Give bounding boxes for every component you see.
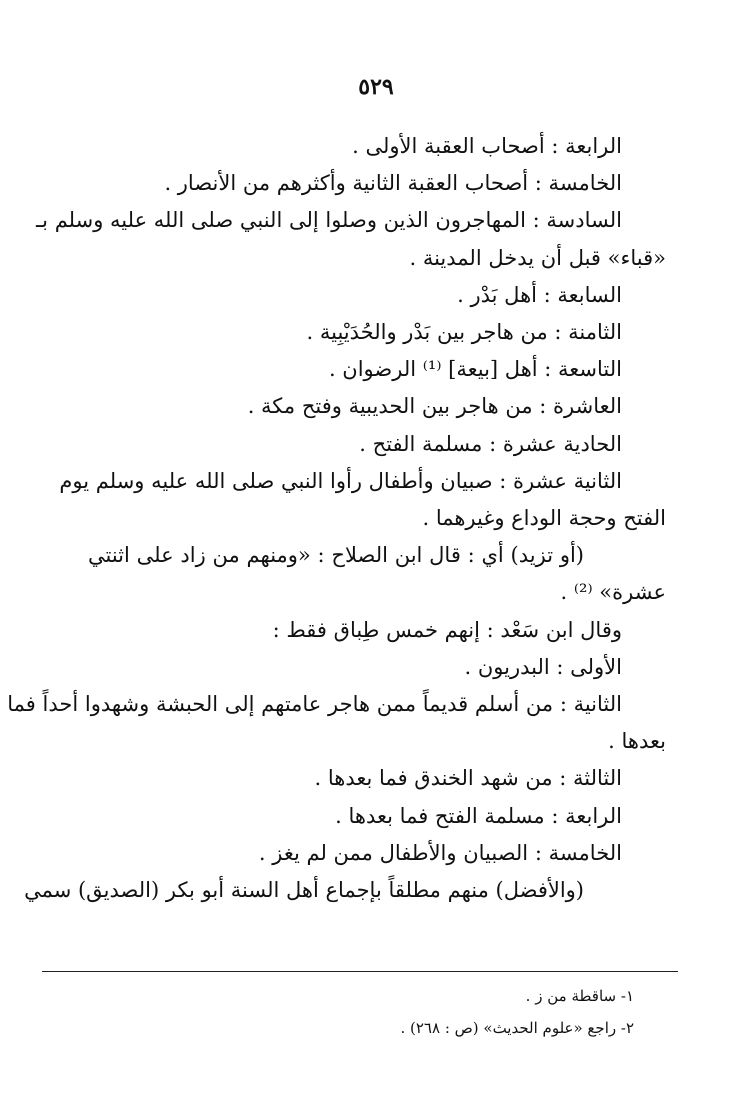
text-line: السابعة : أهل بَدْر .	[457, 282, 622, 307]
text-line: الخامسة : أصحاب العقبة الثانية وأكثرهم من الأنصار .	[164, 171, 622, 196]
text-line: السادسة : المهاجرون الذين وصلوا إلى النبي صلى الله عليه وسلم بـ	[36, 208, 622, 233]
body-text	[7, 128, 666, 909]
text-line: «قباء» قبل أن يدخل المدينة .	[409, 245, 666, 270]
footnote: ١- ساقطة من ز .	[525, 987, 634, 1005]
text-line: التاسعة : أهل [بيعة] ⁽¹⁾ الرضوان .	[328, 357, 622, 382]
text-line: وقال ابن سَعْد : إنهم خمس طِباق فقط :	[272, 617, 622, 642]
text-line: العاشرة : من هاجر بين الحديبية وفتح مكة .	[247, 394, 622, 419]
footnote-divider	[42, 971, 678, 972]
text-line: الخامسة : الصبيان والأطفال ممن لم يغز .	[258, 840, 622, 865]
text-line: الثانية عشرة : صبيان وأطفال رأوا النبي صلى الله عليه وسلم يوم	[59, 468, 622, 493]
text-line: الفتح وحجة الوداع وغيرهما .	[422, 506, 666, 531]
footnotes	[94, 980, 634, 1044]
text-line: الحادية عشرة : مسلمة الفتح .	[359, 431, 622, 456]
text-line: الثالثة : من شهد الخندق فما بعدها .	[314, 766, 622, 791]
page-number: ٥٢٩	[358, 74, 394, 100]
text-line: (أو تزيد) أي : قال ابن الصلاح : «ومنهم من زاد على اثنتي	[88, 543, 584, 568]
text-line: الثانية : من أسلم قديماً ممن هاجر عامتهم إلى الحبشة وشهدوا أحداً فما	[7, 692, 622, 717]
text-line: الثامنة : من هاجر بين بَدْر والحُدَيْبِية .	[306, 320, 622, 345]
text-line: الرابعة : أصحاب العقبة الأولى .	[352, 134, 622, 158]
text-line: عشرة» ⁽²⁾ .	[560, 580, 666, 605]
footnote: ٢- راجع «علوم الحديث» (ص : ٢٦٨) .	[400, 1019, 634, 1037]
text-line: الأولى : البدريون .	[464, 654, 622, 679]
text-line: بعدها .	[608, 729, 666, 754]
text-line: (والأفضل) منهم مطلقاً بإجماع أهل السنة أبو بكر (الصديق) سمي	[24, 878, 584, 903]
text-line: الرابعة : مسلمة الفتح فما بعدها .	[335, 803, 622, 828]
